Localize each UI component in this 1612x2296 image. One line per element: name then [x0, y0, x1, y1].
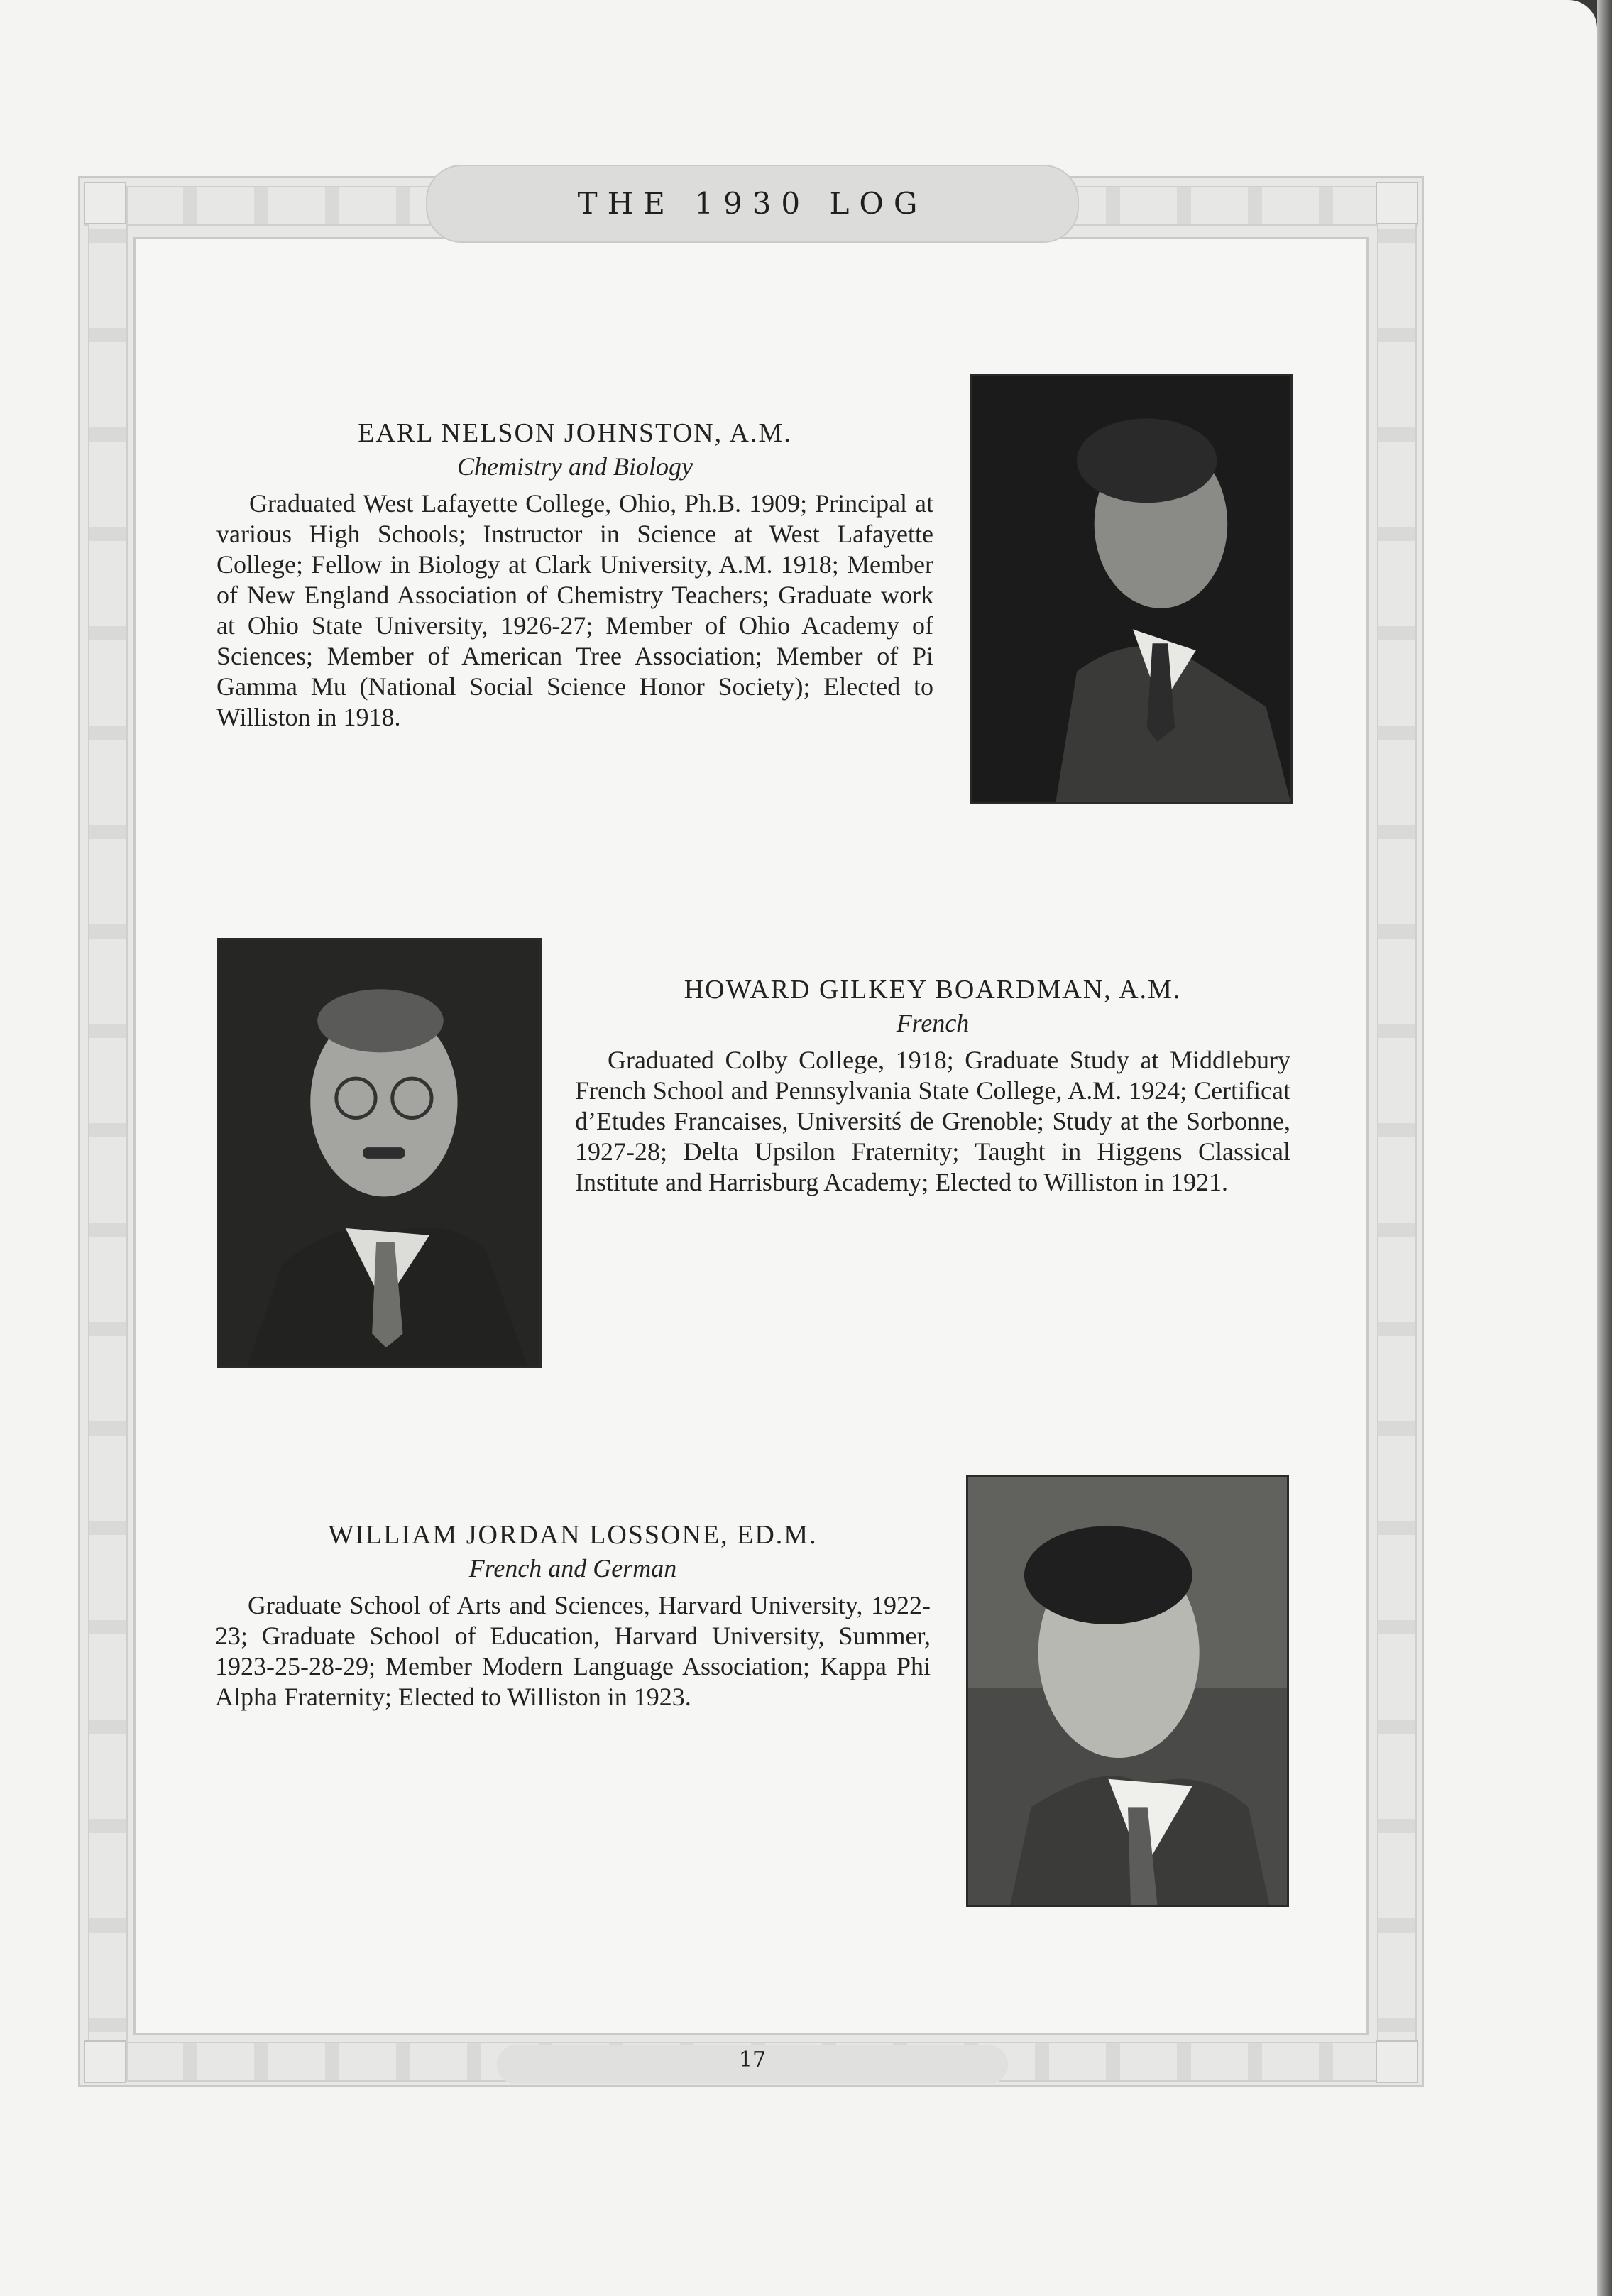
- faculty-entry: [216, 417, 933, 733]
- faculty-bio: Graduated West Lafayette College, Ohio, Ph.B. 1909; Principal at various High Schools; Instructor in Science at West Lafayette College; Fellow in Biology at Clark University, A.M. 1918; Member of New England Association of Chemistry Teachers; Graduate work at Ohio State University, 1926-27; Member of Ohio Academy of Sciences; Member of American Tree Association; Member of Pi Gamma Mu (National Social Science Honor Society); Elected to Williston in 1918.: [216, 489, 933, 731]
- corner-ornament-top-left: [84, 182, 126, 224]
- faculty-subject: Chemistry and Biology: [457, 452, 693, 481]
- corner-ornament-bottom-right: [1376, 2040, 1418, 2083]
- corner-ornament-bottom-left: [84, 2040, 126, 2083]
- faculty-name: HOWARD GILKEY BOARDMAN, A.M.: [684, 975, 1182, 1005]
- portrait-photo: [966, 1475, 1289, 1907]
- left-ornament-band: [88, 186, 128, 2082]
- faculty-entry: [215, 1519, 931, 1712]
- faculty-bio: Graduated Colby College, 1918; Graduate Study at Middlebury French School and Pennsylvania State College, A.M. 1924; Certificat d’Etudes Francaises, Universitś de Grenoble; Study at the Sorbonne, 1927-28; Delta Upsilon Fraternity; Taught in Higgens Classical Institute and Harrisburg Academy; Elected to Williston in 1921.: [575, 1046, 1290, 1196]
- corner-ornament-top-right: [1376, 182, 1418, 224]
- faculty-bio: Graduate School of Arts and Sciences, Harvard University, 1922-23; Graduate School of Education, Harvard University, Summer, 1923-25-28-29; Member Modern Language Association; Kappa Phi Alpha Fraternity; Elected to Williston in 1923.: [215, 1591, 931, 1711]
- page-number: 17: [738, 2048, 767, 2072]
- faculty-name: EARL NELSON JOHNSTON, A.M.: [358, 418, 792, 448]
- binding-edge-shadow: [1597, 0, 1612, 2296]
- faculty-subject: French and German: [468, 1554, 677, 1582]
- faculty-name: WILLIAM JORDAN LOSSONE, ED.M.: [328, 1520, 818, 1550]
- page-header-title: THE 1930 LOG: [577, 186, 928, 221]
- right-ornament-band: [1377, 186, 1417, 2082]
- portrait-photo: [217, 938, 542, 1368]
- faculty-subject: French: [896, 1009, 970, 1037]
- faculty-entry: [575, 974, 1290, 1198]
- portrait-photo: [970, 374, 1293, 804]
